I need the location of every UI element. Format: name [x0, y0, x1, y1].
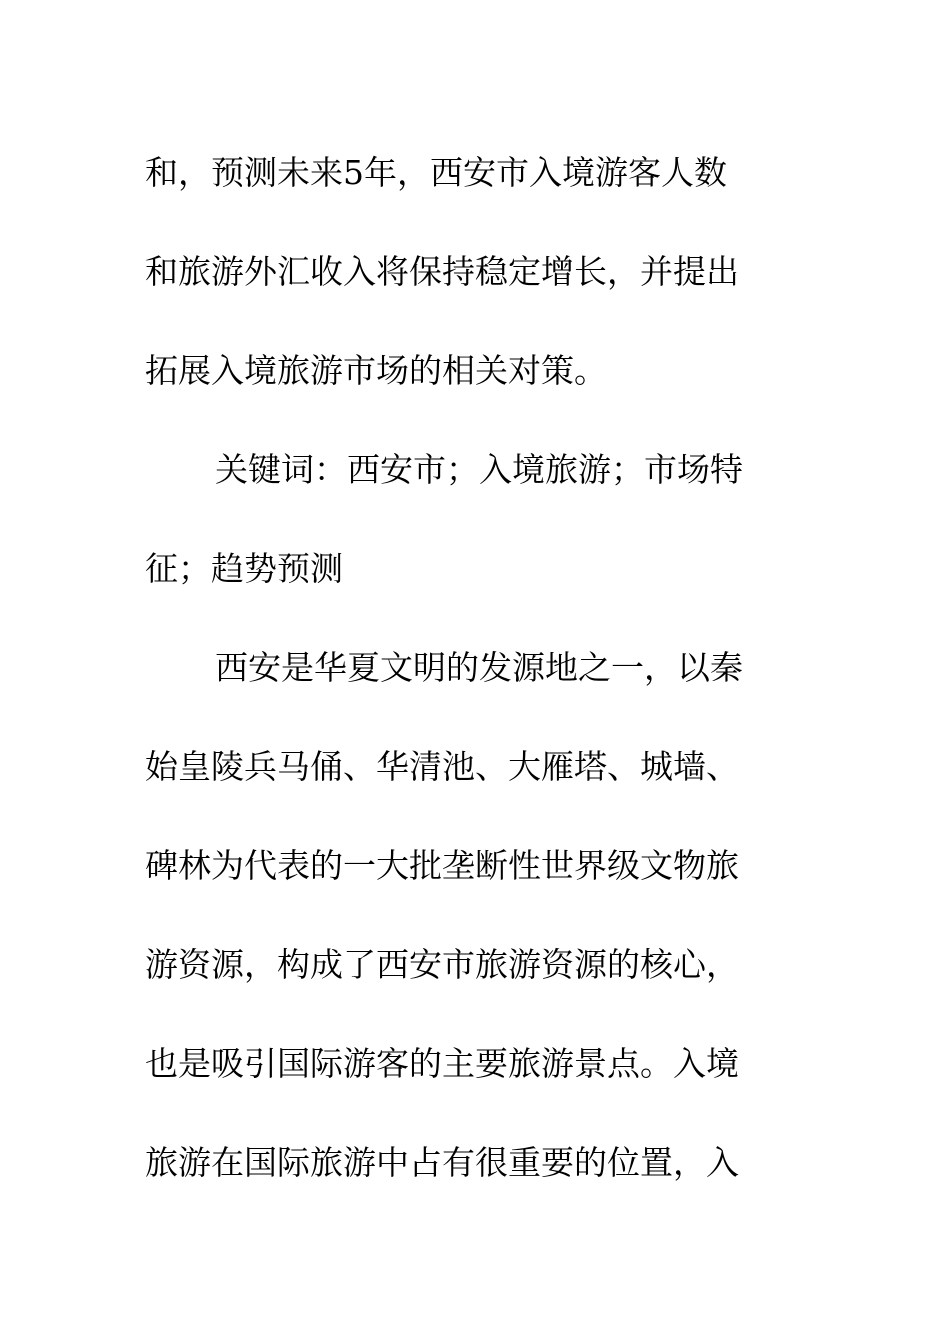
- text-line-3: 拓展入境旅游市场的相关对策。: [145, 351, 607, 390]
- text-line-8: 碑林为代表的一大批垄断性世界级文物旅: [145, 846, 739, 885]
- keywords-line: 关键词：西安市；入境旅游；市场特: [215, 450, 743, 489]
- paragraph-start-line: 西安是华夏文明的发源地之一，以秦: [215, 648, 743, 687]
- text-line-7: 始皇陵兵马俑、华清池、大雁塔、城墙、: [145, 747, 739, 786]
- text-line-11: 旅游在国际旅游中占有很重要的位置，入: [145, 1143, 739, 1182]
- body-text: [145, 123, 795, 1212]
- keywords-line-continued: 征；趋势预测: [145, 549, 343, 588]
- text-line-9: 游资源，构成了西安市旅游资源的核心，: [145, 945, 739, 984]
- text-line-1: 和，预测未来5年，西安市入境游客人数: [145, 153, 727, 192]
- text-line-10: 也是吸引国际游客的主要旅游景点。入境: [145, 1044, 739, 1083]
- text-line-2: 和旅游外汇收入将保持稳定增长，并提出: [145, 252, 739, 291]
